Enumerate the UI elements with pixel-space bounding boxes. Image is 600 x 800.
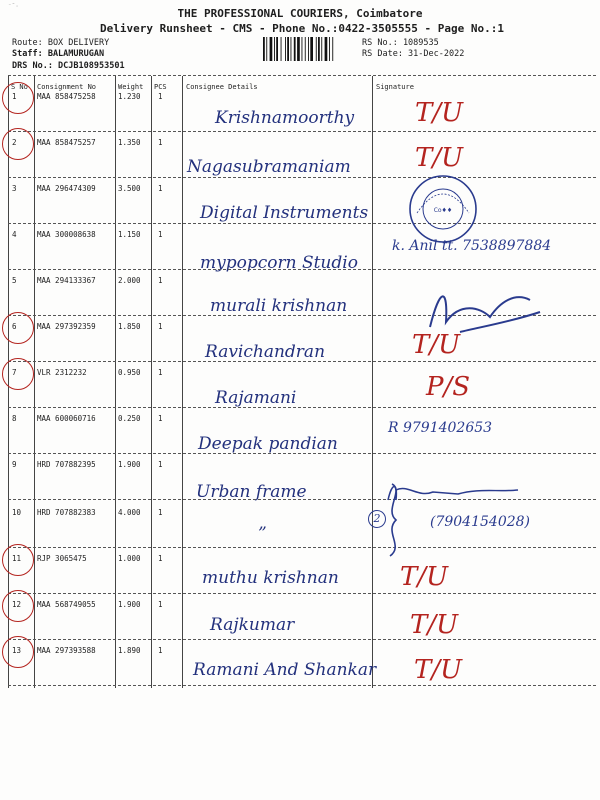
row-pcs: 1: [158, 414, 163, 423]
col-consignment: Consignment No: [37, 83, 97, 91]
row-sno: 9: [12, 460, 17, 469]
row-divider: [8, 547, 596, 548]
row-weight: 1.900: [118, 600, 141, 609]
row-sno: 7: [12, 368, 17, 377]
row-consignee-name: Rajkumar: [210, 615, 295, 635]
row-consignment-no: HRD 707882395: [37, 460, 96, 469]
row-consignee-name: Ravichandran: [205, 342, 326, 362]
row-weight: 1.150: [118, 230, 141, 239]
row-consignment-no: VLR 2312232: [37, 368, 87, 377]
row-pcs: 1: [158, 460, 163, 469]
row-pcs: 1: [158, 508, 163, 517]
sno-circle-mark: [2, 636, 34, 668]
row-consignee-name: Nagasubramaniam: [187, 157, 351, 177]
bracket-circled-number: 2: [368, 510, 386, 528]
row-sno: 8: [12, 414, 17, 423]
row-sno: 11: [12, 554, 22, 563]
sno-circle-mark: [2, 82, 34, 114]
row-pcs: 1: [158, 646, 163, 655]
row-weight: 3.500: [118, 184, 141, 193]
row-pcs: 1: [158, 322, 163, 331]
row-consignment-no: MAA 858475258: [37, 92, 96, 101]
row-signature: T/U: [414, 655, 463, 685]
staff-label: Staff: BALAMURUGAN: [12, 49, 105, 59]
row-signature: T/U: [412, 330, 461, 360]
col-signature: Signature: [376, 83, 414, 91]
sno-circle-mark: [2, 128, 34, 160]
row-signature: T/U: [410, 610, 459, 640]
row-divider: [8, 269, 596, 270]
col-sno: S No: [11, 83, 28, 91]
row-consignee-name: Rajamani: [215, 388, 297, 408]
row-divider: [8, 131, 596, 132]
row-consignment-no: MAA 294133367: [37, 276, 96, 285]
row-divider: [8, 685, 596, 686]
row-consignee-name: Digital Instruments: [200, 203, 369, 223]
row-divider: [8, 361, 596, 362]
company-seal-stamp: [407, 173, 479, 245]
rs-number: RS No.: 1089535: [362, 38, 439, 48]
row-consignment-no: RJP 3065475: [37, 554, 87, 563]
row-divider: [8, 223, 596, 224]
row-signature: P/S: [426, 372, 471, 402]
row-pcs: 1: [158, 554, 163, 563]
row-pcs: 1: [158, 184, 163, 193]
row-sno: 13: [12, 646, 22, 655]
row-sno: 2: [12, 138, 17, 147]
header-top-rule: [8, 75, 596, 76]
row-consignee-name: Deepak pandian: [198, 434, 338, 454]
row-weight: 1.890: [118, 646, 141, 655]
drs-number: DRS No.: DCJB108953501: [12, 61, 125, 71]
row-sno: 3: [12, 184, 17, 193]
row-weight: 1.850: [118, 322, 141, 331]
row-consignee-name: mypopcorn Studio: [200, 253, 358, 273]
rule-v-pcs: [182, 76, 183, 688]
row-consignment-no: MAA 858475257: [37, 138, 96, 147]
row-consignment-no: MAA 297392359: [37, 322, 96, 331]
row-weight: 1.230: [118, 92, 141, 101]
barcode: [263, 37, 358, 61]
row-signature: T/U: [415, 98, 464, 128]
col-pcs: PCS: [154, 83, 167, 91]
row-consignee-name: Ramani And Shankar: [193, 660, 377, 680]
row-sno: 12: [12, 600, 22, 609]
row-consignee-name: murali krishnan: [210, 296, 348, 316]
row-signature: T/U: [415, 143, 464, 173]
row-consignee-name: ”: [258, 524, 267, 544]
svg-text:Co♦♦: Co♦♦: [433, 207, 453, 214]
row-sno: 10: [12, 508, 22, 517]
col-weight: Weight: [118, 83, 144, 91]
company-name: THE PROFESSIONAL COURIERS, Coimbatore: [177, 7, 423, 20]
row-weight: 1.350: [118, 138, 141, 147]
rs-date: RS Date: 31-Dec-2022: [362, 49, 465, 59]
row-sno: 5: [12, 276, 17, 285]
row-consignment-no: MAA 600060716: [37, 414, 96, 423]
rule-v-consignment: [115, 76, 116, 688]
row-consignee-name: Krishnamoorthy: [215, 108, 355, 128]
row-consignment-no: MAA 300008638: [37, 230, 96, 239]
row-consignment-no: HRD 707882383: [37, 508, 96, 517]
row-weight: 0.950: [118, 368, 141, 377]
row-divider: [8, 593, 596, 594]
col-consignee: Consignee Details: [186, 83, 258, 91]
row9-signature-scribble: [378, 478, 528, 508]
row-divider: [8, 177, 596, 178]
row-divider: [8, 639, 596, 640]
row-divider: [8, 407, 596, 408]
row-sno: 1: [12, 92, 17, 101]
row-sno: 6: [12, 322, 17, 331]
row-pcs: 1: [158, 276, 163, 285]
scan-mark: ⁻ˉ·: [8, 3, 19, 10]
sno-circle-mark: [2, 544, 34, 576]
row-pcs: 1: [158, 230, 163, 239]
sno-circle-mark: [2, 590, 34, 622]
row-pcs: 1: [158, 138, 163, 147]
row-weight: 1.900: [118, 460, 141, 469]
row-consignee-name: Urban frame: [196, 482, 307, 502]
rule-v-sno: [34, 76, 35, 688]
sno-circle-mark: [2, 358, 34, 390]
rule-v-consignee: [372, 76, 373, 688]
row-weight: 0.250: [118, 414, 141, 423]
row-sno: 4: [12, 230, 17, 239]
row-pcs: 1: [158, 368, 163, 377]
row-signature: (7904154028): [430, 514, 530, 530]
runsheet-subtitle: Delivery Runsheet - CMS - Phone No.:0422-3505555 - Page No.:1: [100, 22, 504, 35]
rule-v-weight: [151, 76, 152, 688]
row-pcs: 1: [158, 600, 163, 609]
row-weight: 2.000: [118, 276, 141, 285]
route-label: Route: BOX DELIVERY: [12, 38, 110, 48]
row-consignment-no: MAA 568749055: [37, 600, 96, 609]
sno-circle-mark: [2, 312, 34, 344]
row-weight: 1.000: [118, 554, 141, 563]
row5-signature-scribble: [420, 282, 550, 342]
row-divider: [8, 453, 596, 454]
row-signature: k. Anil tt. 7538897884: [392, 238, 552, 254]
row-weight: 4.000: [118, 508, 141, 517]
row-signature: T/U: [400, 562, 449, 592]
row-signature: R 9791402653: [388, 420, 493, 436]
row-consignment-no: MAA 296474309: [37, 184, 96, 193]
row-pcs: 1: [158, 92, 163, 101]
row-consignee-name: muthu krishnan: [202, 568, 339, 588]
row-consignment-no: MAA 297393588: [37, 646, 96, 655]
